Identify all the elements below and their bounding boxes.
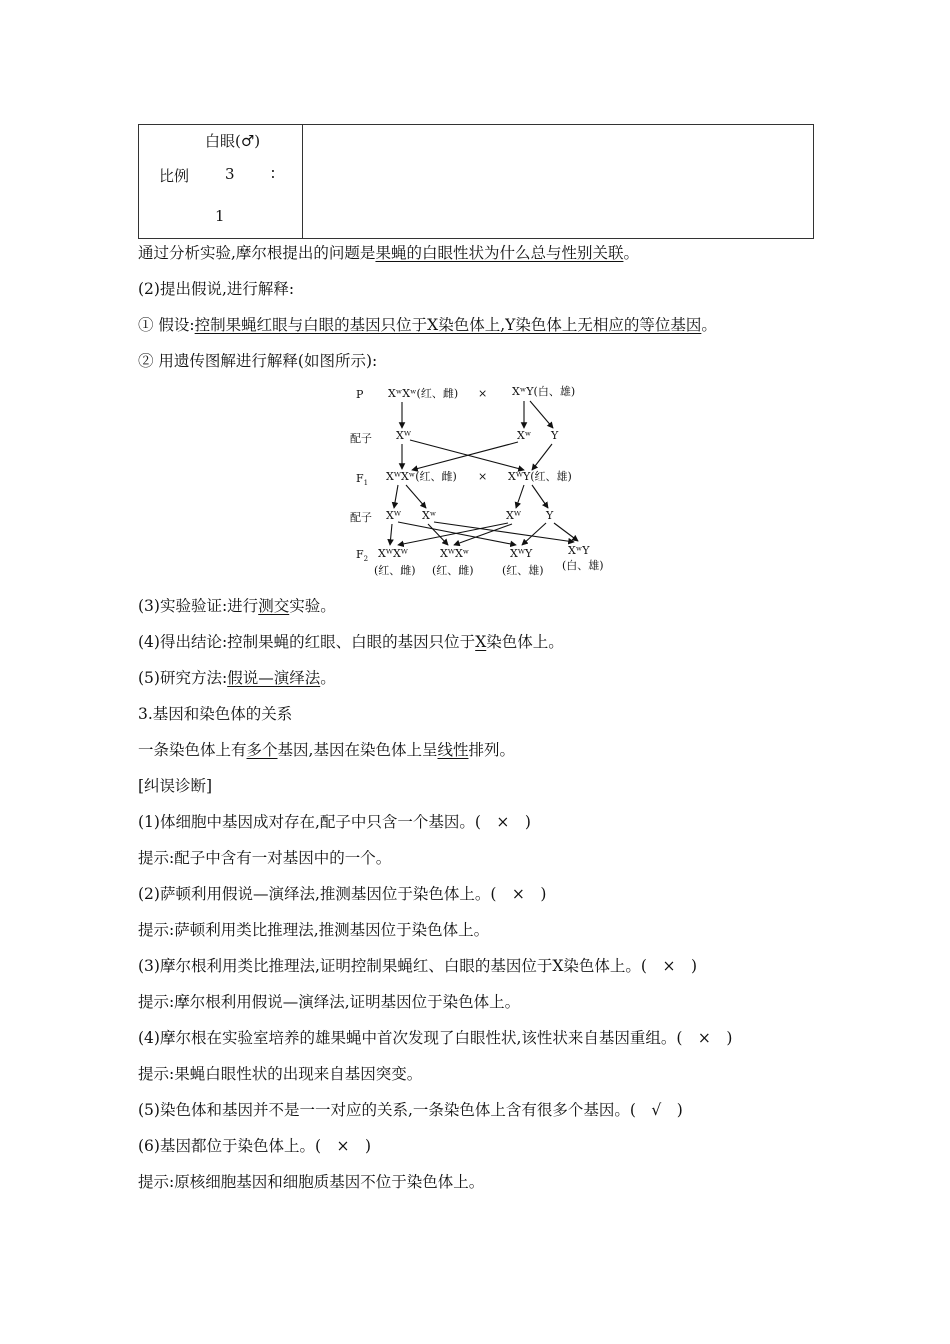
gamete2-c: Xᵂ xyxy=(506,509,521,522)
verify-line: (3)实验验证:进行测交实验。 xyxy=(138,597,336,615)
hypothesis-2: ② 用遗传图解进行解释(如图所示): xyxy=(138,352,378,370)
arrow-g2-4 xyxy=(434,522,574,542)
question-line: 通过分析实验,摩尔根提出的问题是果蝇的白眼性状为什么总与性别关联。 xyxy=(138,244,639,262)
f1-female: XᵂXʷ(红、雌) xyxy=(386,470,457,483)
arrow-g1-y xyxy=(532,444,552,470)
conclusion-line: (4)得出结论:控制果蝇的红眼、白眼的基因只位于X染色体上。 xyxy=(138,633,564,651)
genetic-cross-diagram xyxy=(340,378,620,583)
judgement-2: (2)萨顿利用假说—演绎法,推测基因位于染色体上。( × ) xyxy=(138,885,547,903)
gamete1-male-y: Y xyxy=(551,429,559,442)
table-ratio-right: 1 xyxy=(215,207,225,225)
row-label-p: P xyxy=(356,388,364,401)
hint-3: 提示:摩尔根利用假说—演绎法,证明基因位于染色体上。 xyxy=(138,993,521,1011)
f1-male: XᵂY(红、雄) xyxy=(508,470,572,483)
row-label-gamete-2: 配子 xyxy=(350,511,372,524)
row-label-f1: $F_1$ xyxy=(356,472,369,487)
results-table-fragment xyxy=(138,124,814,239)
f2-genotype-2: XᵂXʷ xyxy=(440,547,470,560)
gamete1-female-x: Xᵂ xyxy=(396,429,411,442)
f2-phenotype-2: (红、雌) xyxy=(432,564,474,577)
arrow-g2-1 xyxy=(390,524,392,545)
judgement-6: (6)基因都位于染色体上。( × ) xyxy=(138,1137,372,1155)
gamete1-male-x: Xʷ xyxy=(517,429,532,442)
judgement-4: (4)摩尔根在实验室培养的雄果蝇中首次发现了白眼性状,该性状来自基因重组。( × ) xyxy=(138,1029,733,1047)
f2-genotype-4: XʷY xyxy=(568,544,590,557)
f2-genotype-1: XᵂXᵂ xyxy=(378,547,408,560)
arrow-f1-d xyxy=(532,485,548,508)
table-ratio-left: 3 xyxy=(225,165,235,183)
table-ratio-colon: ∶ xyxy=(271,165,275,183)
hint-6: 提示:原核细胞基因和细胞质基因不位于染色体上。 xyxy=(138,1173,485,1191)
arrow-g2-8 xyxy=(554,523,578,541)
gamete2-a: Xᵂ xyxy=(386,509,401,522)
f2-phenotype-3: (红、雄) xyxy=(502,564,544,577)
section-3-heading: 3.基因和染色体的关系 xyxy=(138,705,293,723)
hint-1: 提示:配子中含有一对基因中的一个。 xyxy=(138,849,392,867)
hint-4: 提示:果蝇白眼性状的出现来自基因突变。 xyxy=(138,1065,423,1083)
f2-genotype-3: XᵂY xyxy=(510,547,533,560)
hypothesis-1: ① 假设:控制果蝇红眼与白眼的基因只位于X染色体上,Y染色体上无相应的等位基因。 xyxy=(138,316,717,334)
table-ratio-label: 比例 xyxy=(159,167,190,185)
p-female: XʷXʷ(红、雌) xyxy=(388,387,459,400)
arrow-g2-7 xyxy=(522,523,546,545)
cross-symbol-p: × xyxy=(478,387,488,400)
gamete2-b: Xʷ xyxy=(422,509,437,522)
arrow-g2-5 xyxy=(398,523,508,545)
arrow-p-male-y xyxy=(530,401,553,428)
relation-line: 一条染色体上有多个基因,基因在染色体上呈线性排列。 xyxy=(138,741,515,759)
table-row-label: 白眼(♂) xyxy=(205,132,261,150)
f2-phenotype-4: (白、雄) xyxy=(562,559,604,572)
arrow-f1-c xyxy=(516,485,524,508)
diagnosis-heading: [纠误诊断] xyxy=(138,777,213,795)
gamete2-d: Y xyxy=(546,509,554,522)
p-male: XʷY(白、雄) xyxy=(512,385,576,398)
arrow-g2-3 xyxy=(428,524,448,545)
row-label-gamete-1: 配子 xyxy=(350,432,372,445)
row-label-f2: $F_2$ xyxy=(356,548,369,563)
judgement-5: (5)染色体和基因并不是一一对应的关系,一条染色体上含有很多个基因。( √ ) xyxy=(138,1101,683,1119)
arrow-f1-a xyxy=(394,485,398,508)
method-line: (5)研究方法:假说—演绎法。 xyxy=(138,669,336,687)
f2-phenotype-1: (红、雌) xyxy=(374,564,416,577)
hypothesis-title: (2)提出假说,进行解释: xyxy=(138,280,295,298)
cross-symbol-f1: × xyxy=(478,470,488,483)
judgement-1: (1)体细胞中基因成对存在,配子中只含一个基因。( × ) xyxy=(138,813,531,831)
hint-2: 提示:萨顿利用类比推理法,推测基因位于染色体上。 xyxy=(138,921,490,939)
arrow-g1-cross-b xyxy=(412,442,518,470)
judgement-3: (3)摩尔根利用类比推理法,证明控制果蝇红、白眼的基因位于X染色体上。( × ) xyxy=(138,957,698,975)
arrow-f1-b xyxy=(406,485,426,508)
table-column-divider xyxy=(302,125,303,238)
